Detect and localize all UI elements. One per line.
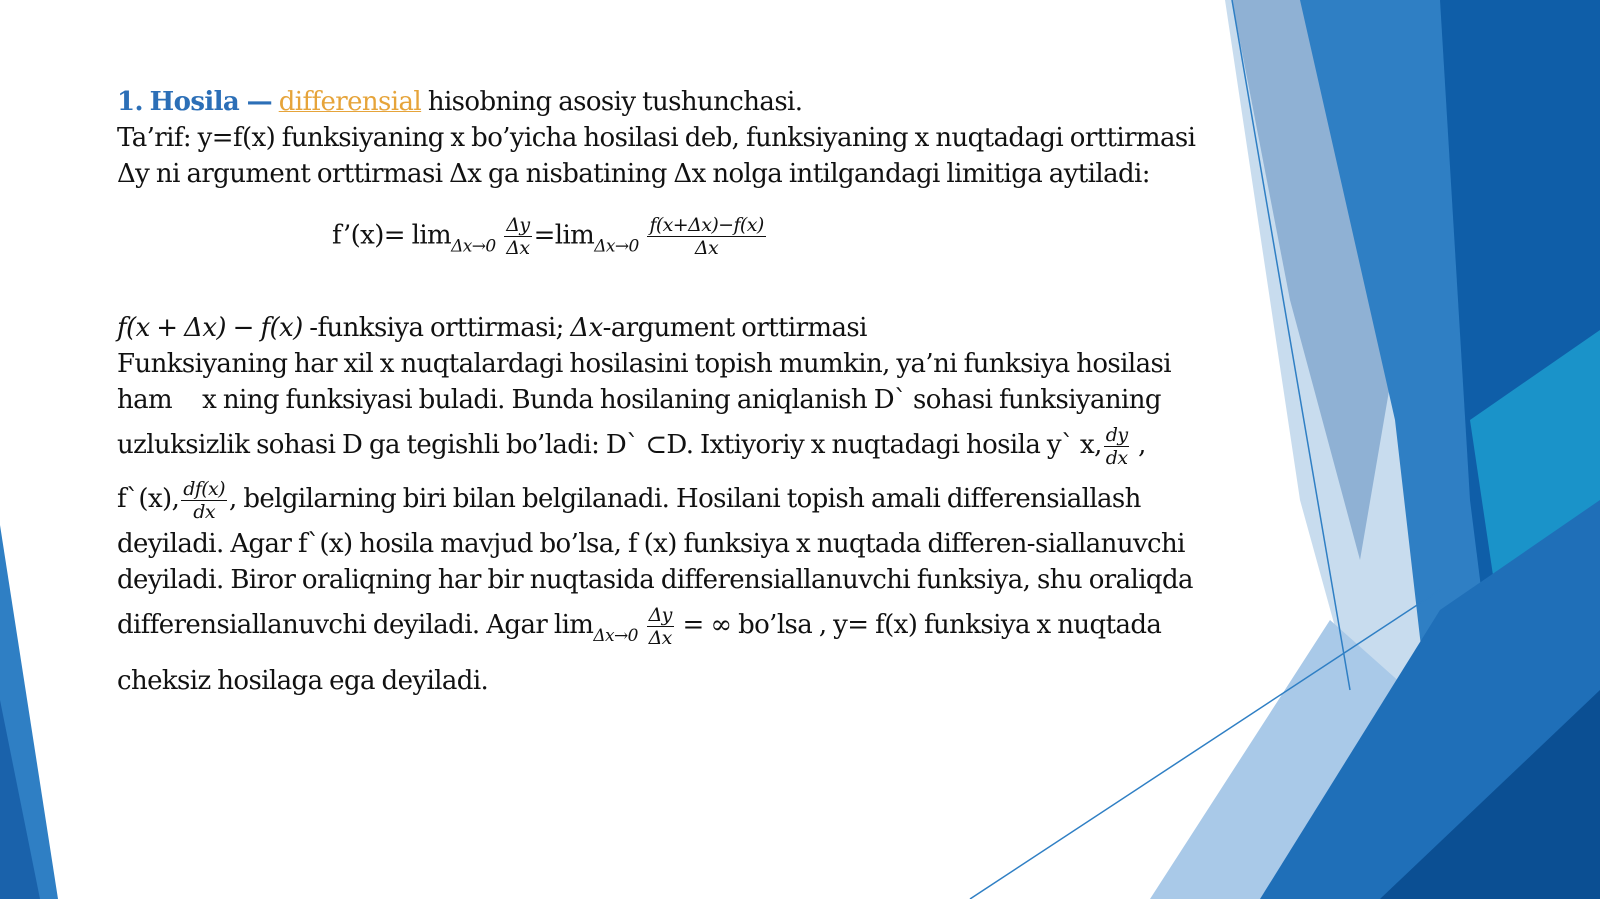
differensial-link[interactable]: differensial bbox=[278, 87, 422, 117]
paragraph2-line-1: Funksiyaning har xil x nuqtalardagi hosilasini topish mumkin, ya’ni funksiya hosilasi bbox=[117, 349, 1171, 379]
paragraph2-line-2b: x ning funksiyasi buladi. Bunda hosilaning aniqlanish D` sohasi funksiyaning bbox=[202, 385, 1161, 415]
dy-numerator: dy bbox=[1105, 423, 1128, 446]
derivative-formula bbox=[332, 214, 1227, 280]
paragraph2-line-2 bbox=[117, 382, 1227, 418]
formula-lhs: f’(x)= lim bbox=[332, 220, 452, 251]
increment-text-2: -argument orttirmasi bbox=[602, 313, 867, 343]
heading-number: 1. bbox=[117, 87, 143, 117]
formula-frac2-denominator: Δx bbox=[694, 237, 719, 259]
paragraph2-line-4 bbox=[117, 472, 1227, 526]
increment-line bbox=[117, 310, 1227, 346]
limit-fraction bbox=[647, 604, 674, 649]
heading-term: Hosila — bbox=[149, 87, 273, 117]
heading-rest: hisobning asosiy tushunchasi. bbox=[427, 87, 803, 117]
paragraph2-line-4-start: f`(x), bbox=[117, 484, 180, 514]
paragraph2-line-7 bbox=[117, 598, 1227, 663]
formula-frac2-numerator: f(x+Δx)−f(x) bbox=[649, 214, 764, 236]
paragraph2-line-7-sub: Δx→0 bbox=[593, 626, 638, 646]
paragraph2-line-4-end: , belgilarning biri bilan belgilanadi. Hosilani topish amali differensiallash bbox=[229, 484, 1141, 514]
dfx-numerator: df(x) bbox=[183, 477, 225, 500]
paragraph2-line-3-end: , bbox=[1131, 430, 1146, 460]
dfx-dx-fraction bbox=[181, 478, 227, 523]
formula-eq2: =lim bbox=[533, 220, 595, 251]
slide-content bbox=[117, 84, 1227, 699]
limit-numerator: Δy bbox=[648, 603, 672, 626]
paragraph2-line-7-start: differensiallanuvchi deyiladi. Agar lim bbox=[117, 610, 594, 640]
paragraph2-line-3-text: uzluksizlik sohasi D ga tegishli bo’ladi: D` ⊂D. Ixtiyoriy x nuqtadagi hosila y` x, bbox=[117, 430, 1102, 460]
formula-fraction-2 bbox=[647, 214, 765, 259]
heading-line bbox=[117, 84, 1227, 120]
formula-sub-2: Δx→0 bbox=[594, 236, 639, 257]
paragraph2-line-3 bbox=[117, 418, 1227, 472]
definition-line-1: Ta’rif: y=f(x) funksiyaning x bo’yicha hosilasi deb, funksiyaning x nuqtadagi orttirmasi bbox=[117, 123, 1196, 153]
paragraph2-line-8: cheksiz hosilaga ega deyiladi. bbox=[117, 666, 489, 696]
formula-fraction-1 bbox=[504, 214, 531, 259]
paragraph2-line-5: deyiladi. Agar f`(x) hosila mavjud bo’lsa, f (x) funksiya x nuqtada differen-siallanuvchi bbox=[117, 529, 1185, 559]
limit-denominator: Δx bbox=[648, 626, 672, 649]
paragraph2-line-6: deyiladi. Biror oraliqning har bir nuqtasida differensiallanuvchi funksiya, shu oraliqda bbox=[117, 565, 1193, 595]
definition-line-2: Δy ni argument orttirmasi Δx ga nisbatining Δx nolga intilgandagi limitiga aytiladi: bbox=[117, 159, 1150, 189]
formula-frac1-numerator: Δy bbox=[506, 214, 530, 236]
dy-dx-fraction bbox=[1104, 424, 1130, 469]
dx-denominator: dx bbox=[1105, 446, 1128, 469]
dfx-denominator: dx bbox=[193, 500, 215, 523]
increment-expression: f(x + Δx) − f(x) bbox=[117, 313, 303, 343]
paragraph2-line-7-end: = ∞ bo’lsa , y= f(x) funksiya x nuqtada bbox=[675, 610, 1162, 640]
increment-text-1: -funksiya orttirmasi; bbox=[302, 313, 571, 343]
formula-frac1-denominator: Δx bbox=[506, 237, 530, 259]
formula-sub-1: Δx→0 bbox=[451, 236, 496, 257]
increment-dx: Δx bbox=[570, 313, 603, 343]
paragraph2-line-2a: ham bbox=[117, 385, 173, 415]
